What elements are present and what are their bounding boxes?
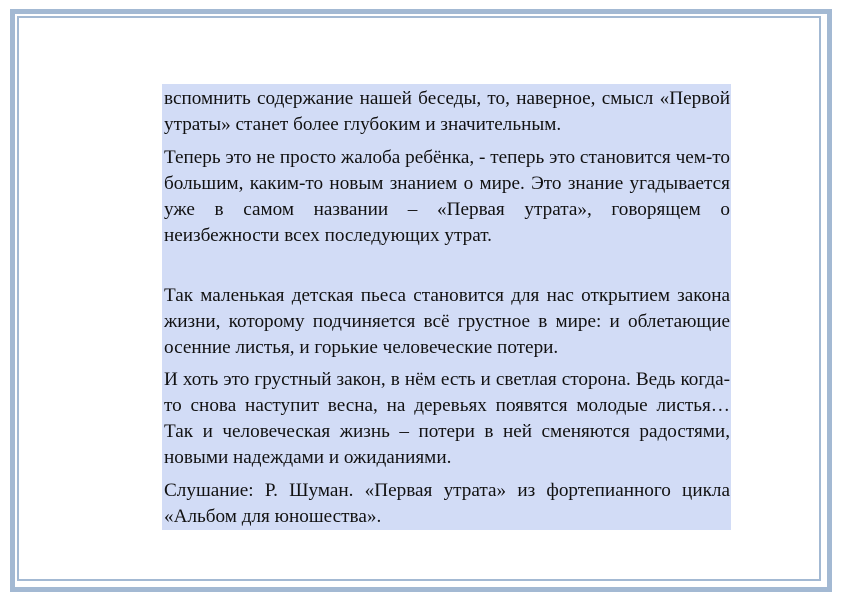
paragraph-3: Так маленькая детская пьеса становится для нас открытием закона жизни, которому подчиняется всё грустное в мире: и облетающие осенние листья, и горькие человеческие потери. [164, 285, 730, 358]
paragraph-2: Теперь это не просто жалоба ребёнка, - теперь это становится чем-то большим, каким-то новым знанием о мире. Это знание угадывается уже в самом названии – «Первая утрата», говорящем о неизбежности всех последующих утрат. [164, 147, 730, 246]
text-block [162, 84, 731, 530]
paragraph-1: вспомнить содержание нашей беседы, то, наверное, смысл «Первой утраты» станет более глубоким и значительным. [164, 88, 730, 135]
paragraph-5: Слушание: Р. Шуман. «Первая утрата» из фортепианного цикла «Альбом для юношества». [164, 480, 730, 527]
paragraph-4: И хоть это грустный закон, в нём есть и светлая сторона. Ведь когда-то снова наступит весна, на деревьях появятся молодые листья… Так и человеческая жизнь – потери в ней сменяются радостями, новыми надеждами и ожиданиями. [164, 369, 730, 468]
